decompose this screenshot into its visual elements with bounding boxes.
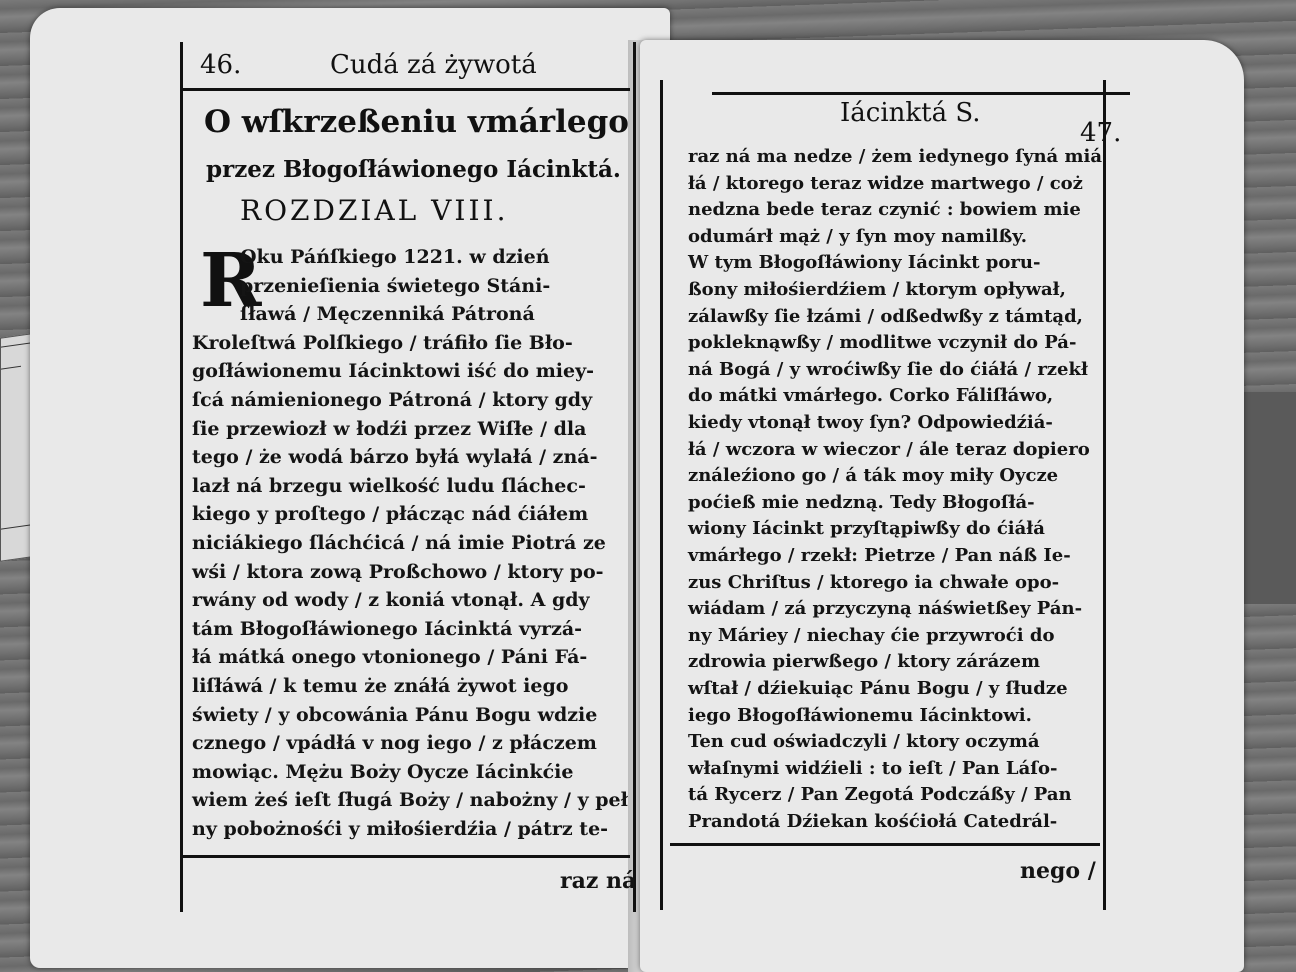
left-text-line: kiego y proſtego / płácząc nád ćiáłem [192,503,589,526]
right-text-line: zálawßy ſie łzámi / odßedwßy z támtąd, [688,305,1083,327]
left-text-line: tego / że wodá bárzo byłá wylałá / zná- [192,446,598,469]
right-text-line: ßony miłośierdźiem / ktorym opływał, [688,279,1066,300]
left-text-line: mowiąc. Mężu Boży Oycze Iácinkćie [192,760,574,783]
right-text-line: vmárłego / rzekł: Pietrze / Pan náß Ie- [688,545,1071,566]
right-text-line: odumárł mąż / y ſyn moy namilßy. [688,225,1027,247]
right-running-head: Iácinktá S. [840,98,981,128]
right-text-line: tá Rycerz / Pan Zegotá Podczáßy / Pan [688,784,1072,806]
left-text-line: ny pobożnośći y miłośierdźia / pátrz te- [192,818,609,840]
left-text-line: lazł ná brzegu wielkość ludu ſláchec- [192,474,586,497]
right-text-line: wiádam / zá przyczyną náświetßey Pán- [688,598,1083,620]
left-text-line: łá mátká onego vtonionego / Páni Fá- [192,646,588,669]
left-text-line: Kroleſtwá Polſkiego / tráfiło ſie Bło- [192,331,573,354]
chapter-title-line1: O wſkrzeßeniu vmárlego [204,104,629,140]
left-footer-rule [180,855,630,858]
left-text-line: świety / y obcowánia Pánu Bogu wdzie [192,703,598,726]
left-text-line: wśi / ktora zową Proßchowo / ktory po- [192,560,604,583]
left-text-line: Oku Páńſkiego 1221. w dzień [240,246,550,268]
right-text-line: iego Błogoſłáwionemu Iácinktowi. [688,704,1032,726]
right-text-line: Ten cud oświadczyli / ktory oczymá [688,731,1040,753]
left-text-line: tám Błogoſłáwionego Iácinktá vyrzá- [192,617,583,640]
right-text-line: łá / ktorego teraz widze martwego / coż [688,172,1083,194]
right-text-line: do mátki vmárłego. Corko Fáliſłáwo, [688,385,1054,407]
left-header-rule [180,88,630,91]
right-text-line: ná Bogá / y wroćiwßy ſie do ćiáłá / rzekł [688,358,1088,380]
right-header-rule [712,92,1130,95]
right-text-line: kiedy vtonął twoy ſyn? Odpowiedźiá- [688,412,1053,433]
left-text-line: ſcá námienionego Pátroná / ktory gdy [192,389,593,411]
left-text-line: wiem żeś ieſt ſługá Boży / nabożny / y peł [192,789,628,812]
right-footer-rule [670,843,1100,846]
right-text-line: Prandotá Dźiekan kośćiołá Catedrál- [688,811,1058,832]
left-text-line: rwány od wody / z koniá vtonął. A gdy [192,589,590,612]
chapter-heading: ROZDZIAL VIII. [240,194,509,227]
right-text-line: wſtał / dźiekuiąc Pánu Bogu / y ſłudze [688,678,1068,699]
right-text-line: wiony Iácinkt przyſtąpiwßy do ćiáłá [688,518,1045,540]
right-text-line: łá / wczora w wieczor / ále teraz dopiero [688,438,1090,460]
right-text-line: W tym Błogoſłáwiony Iácinkt poru- [688,252,1041,274]
right-text-line: pokleknąwßy / modlitwe vczynił do Pá- [688,332,1077,354]
left-catchword: raz ná [560,868,637,894]
right-text-line: ználeźiono go / á ták moy miły Oycze [688,465,1059,487]
left-running-head: Cudá zá żywotá [330,50,537,80]
right-text-line: zus Chriſtus / ktorego ia chwałe opo- [688,571,1060,593]
right-page-number: 47. [1080,118,1122,148]
left-page-number: 46. [200,50,242,80]
chapter-title-line2: przez Błogoſłáwionego Iácinktá. [206,156,621,183]
drop-cap: R [200,238,262,324]
left-text-line: ſie przewiozł w łodźi przez Wiſłe / dla [192,417,587,440]
left-text-line: cznego / vpádłá v nog iego / z płáczem [192,732,597,755]
right-text-line: zdrowia pierwßego / ktory zárázem [688,651,1040,673]
left-text-line: ſławá / Męczenniká Pátroná [240,303,535,326]
left-text-line: niciákiego ſláchćicá / ná imie Piotrá ze [192,532,606,554]
left-text-line: przenieſienia świetego Stáni- [240,274,551,297]
left-text-line: goſłáwionemu Iácinktowi iść do miey- [192,360,595,383]
left-text-line: liſłáwá / k temu że znáłá żywot iego [192,675,569,697]
right-text-line: poćieß mie nedzną. Tedy Błogoſłá- [688,491,1035,513]
right-text-line: właſnymi widźieli : to ieſt / Pan Láſo- [688,757,1058,779]
right-text-line: raz ná ma nedze / żem iedynego ſyná miá [688,146,1103,167]
right-text-line: ny Máriey / niechay ćie przywroći do [688,624,1055,646]
right-text-line: nedzna bede teraz czynić : bowiem mie [688,199,1081,221]
right-catchword: nego / [1020,858,1096,884]
